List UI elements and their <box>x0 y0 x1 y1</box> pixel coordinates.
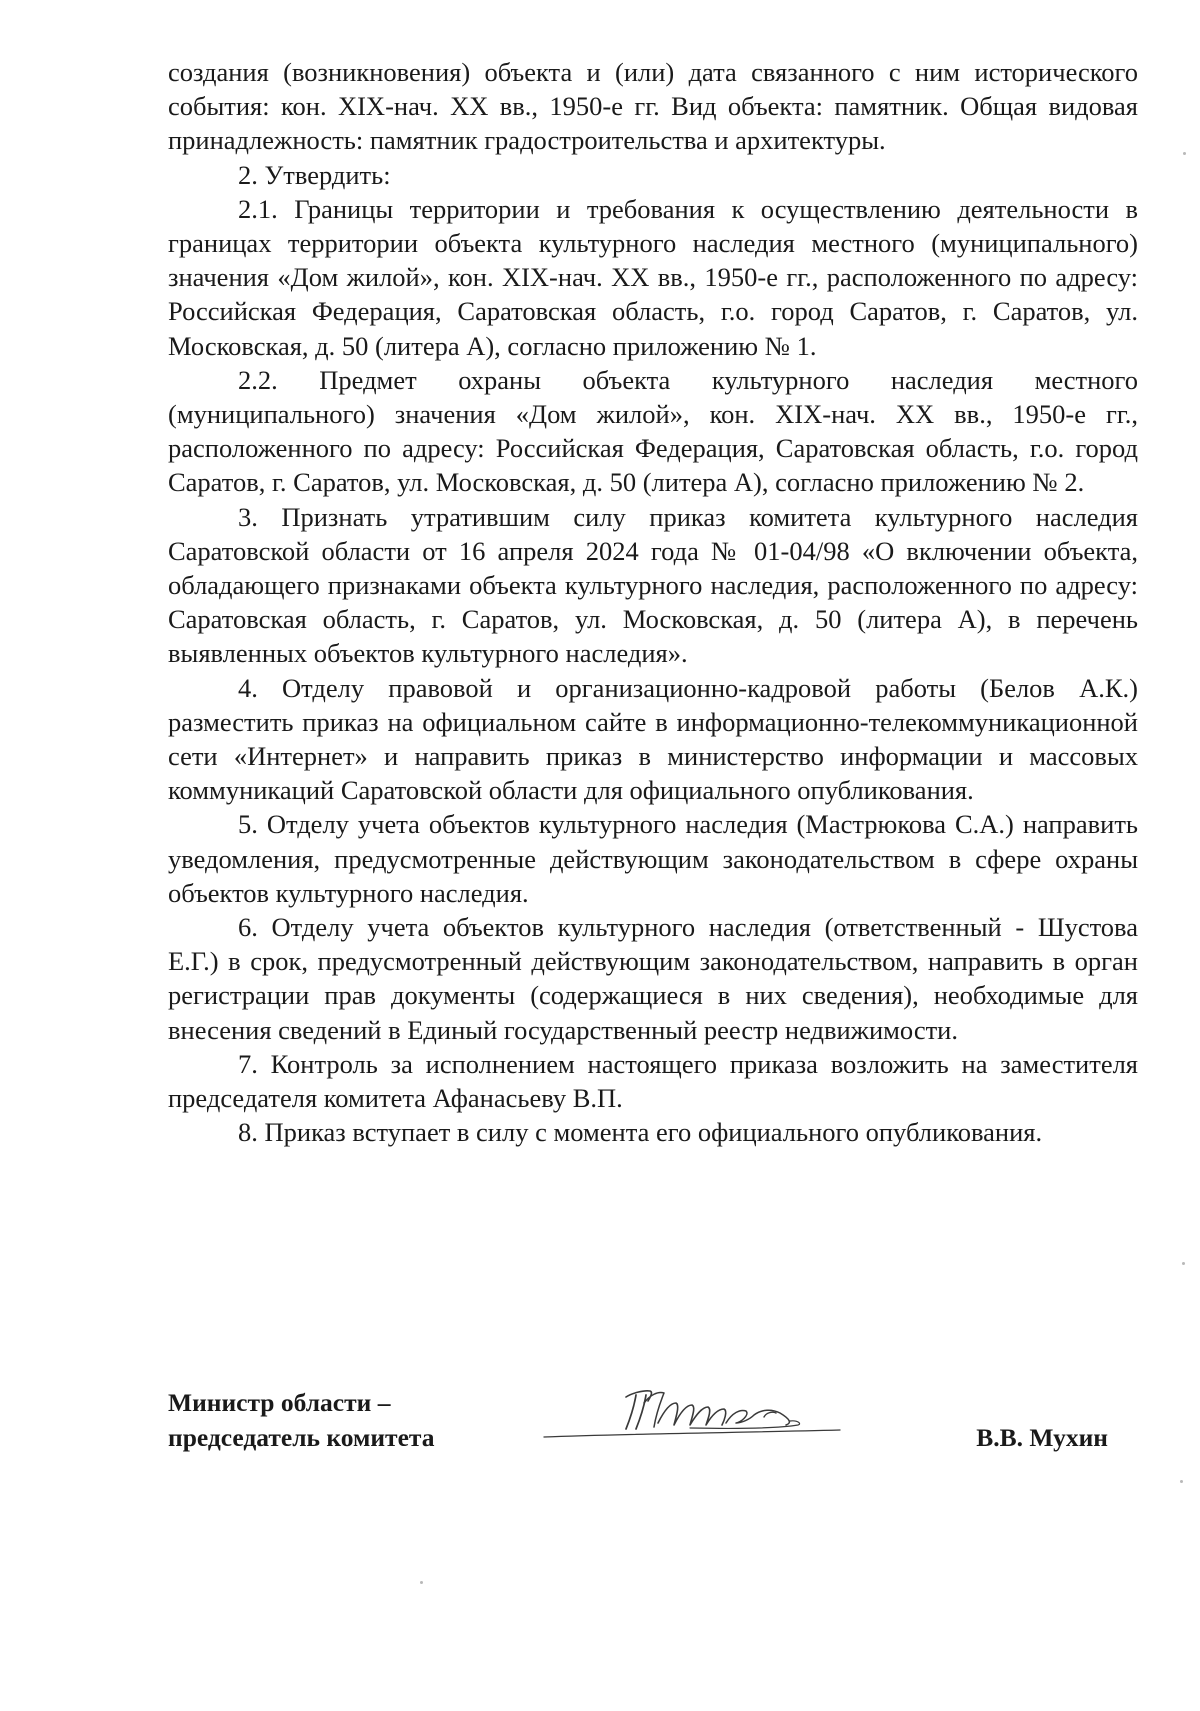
paragraph-item-8: 8. Приказ вступает в силу с момента его официального опубликования. <box>238 1117 1043 1148</box>
handwritten-signature <box>540 1373 870 1453</box>
paragraph-item-5: 5. Отделу учета объектов культурного наследия (Мастрюкова С.А.) направить уведомления, предусмотренные действующим законодательством в сфере охраны объектов культурного наследия. <box>168 809 1138 908</box>
signatory-title-line-1: Министр области – <box>168 1388 391 1417</box>
paragraph-item-7: 7. Контроль за исполнением настоящего приказа возложить на заместителя председателя комитета Афанасьеву В.П. <box>168 1048 1138 1114</box>
scan-artifact <box>1180 1480 1183 1483</box>
paragraph-item-4: 4. Отделу правовой и организационно-кадровой работы (Белов А.К.) разместить приказ на официальном сайте в информационно-телекоммуникационной сети «Интернет» и направить приказ в министерство информации и массовых коммуникаций Саратовской области для официального опубликования. <box>168 672 1138 806</box>
signatory-name: В.В. Мухин <box>976 1423 1108 1452</box>
paragraph-item-2: 2. Утвердить: <box>238 159 391 190</box>
signatory-title-line-2: председатель комитета <box>168 1423 435 1452</box>
signatory-title <box>168 1385 434 1455</box>
paragraph-item-2-2: 2.2. Предмет охраны объекта культурного наследия местного (муниципального) значения «Дом жилой», кон. XIX-нач. XX вв., 1950-е гг., расположенного по адресу: Российская Федерация, Саратовская область, г.о. город Саратов, г. Саратов, ул. Московская, д. 50 (литера А), согласно приложению № 2. <box>168 364 1138 498</box>
paragraph-item-3: 3. Признать утратившим силу приказ комитета культурного наследия Саратовской области от 16 апреля 2024 года № 01-04/98 «О включении объекта, обладающего признаками объекта культурного наследия, расположенного по адресу: Саратовская область, г. Саратов, ул. Московская, д. 50 (литера А), в перечень выявленных объектов культурного наследия». <box>168 501 1138 669</box>
scan-artifact <box>1183 152 1186 155</box>
document-body <box>168 55 1138 1150</box>
signature-block <box>168 1385 1138 1495</box>
paragraph-item-6: 6. Отделу учета объектов культурного наследия (ответственный - Шустова Е.Г.) в срок, предусмотренный действующим законодательством, направить в орган регистрации прав документы (содержащиеся в них сведения), необходимые для внесения сведений в Единый государственный реестр недвижимости. <box>168 912 1138 1045</box>
paragraph-continuation: создания (возникновения) объекта и (или) дата связанного с ним исторического события: кон. XIX-нач. XX вв., 1950-е гг. Вид объекта: памятник. Общая видовая принадлежность: памятник градостроительства и архитектуры. <box>168 57 1138 156</box>
scan-artifact <box>1182 1262 1185 1265</box>
paragraph-item-2-1: 2.1. Границы территории и требования к осуществлению деятельности в границах территории объекта культурного наследия местного (муниципального) значения «Дом жилой», кон. XIX-нач. XX вв., 1950-е гг., расположенного по адресу: Российская Федерация, Саратовская область, г.о. город Саратов, г. Саратов, ул. Московская, д. 50 (литера А), согласно приложению № 1. <box>168 193 1138 361</box>
scan-artifact <box>420 1581 423 1584</box>
